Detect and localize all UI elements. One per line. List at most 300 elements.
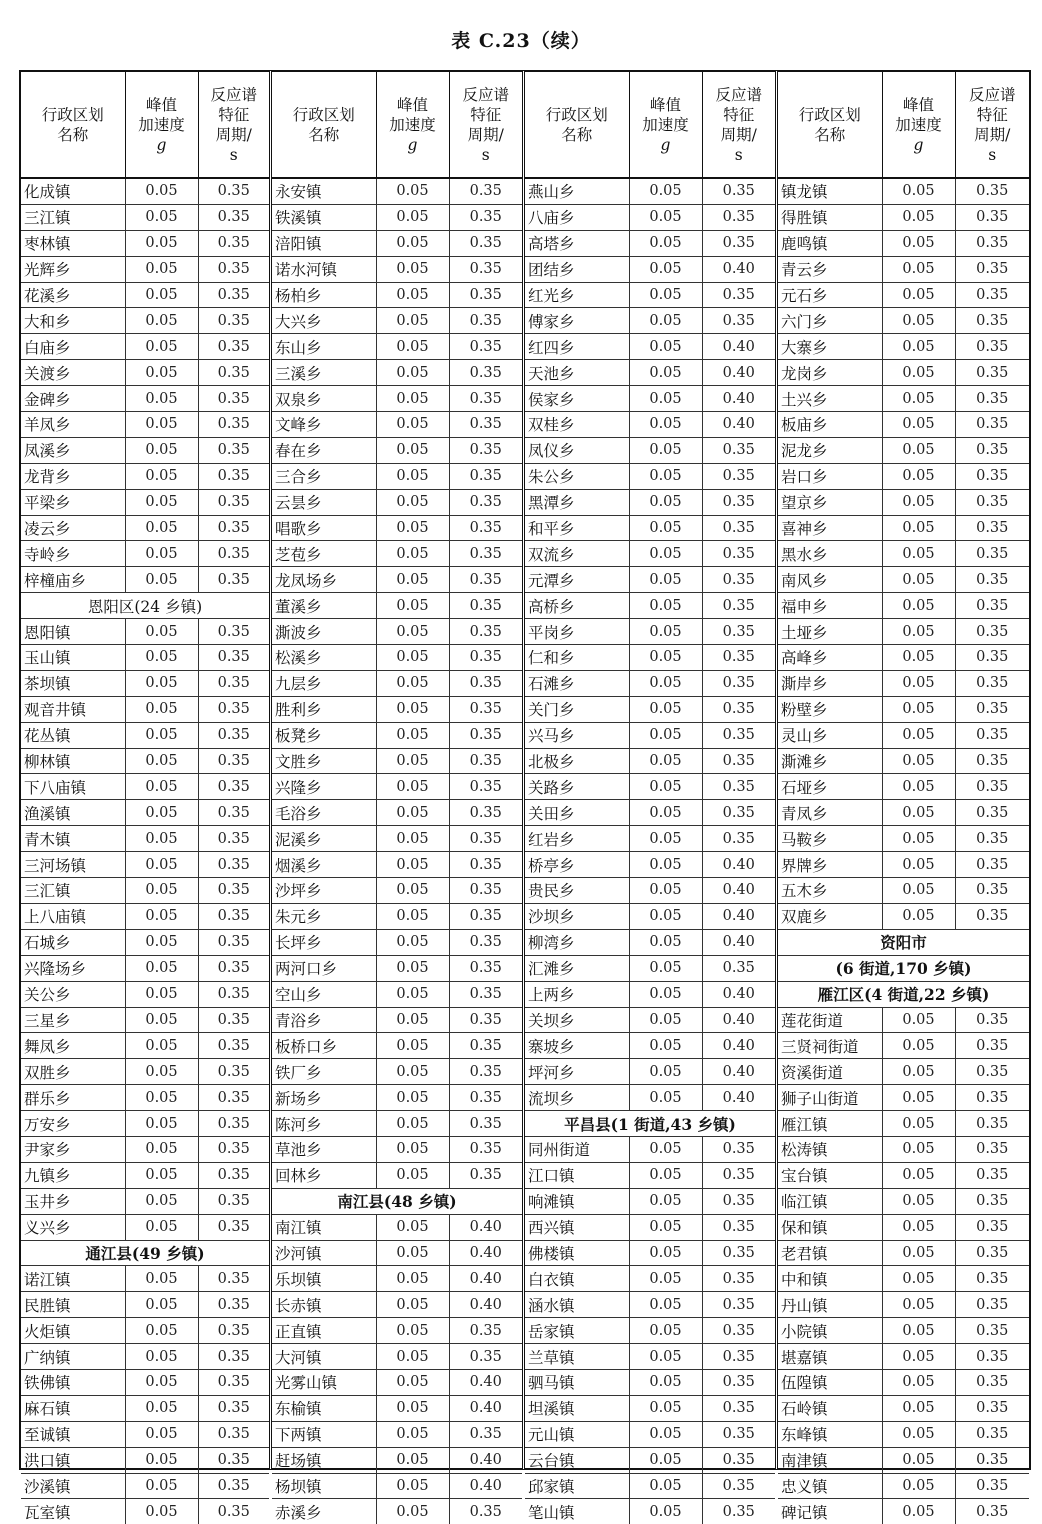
characteristic-period: 0.35 (198, 463, 269, 489)
peak-acceleration: 0.05 (376, 593, 449, 619)
peak-acceleration: 0.05 (629, 256, 702, 282)
characteristic-period: 0.35 (198, 256, 269, 282)
header-line: 行政区划 (798, 105, 861, 124)
region-name: 沙溪镇 (21, 1473, 125, 1499)
peak-acceleration: 0.05 (629, 412, 702, 438)
table-row (525, 1162, 775, 1188)
characteristic-period: 0.35 (955, 1421, 1029, 1447)
region-name: 文胜乡 (272, 748, 376, 774)
peak-acceleration: 0.05 (376, 1318, 449, 1344)
region-name: 土兴乡 (778, 386, 882, 412)
characteristic-period: 0.35 (198, 774, 269, 800)
characteristic-period: 0.35 (449, 1136, 522, 1162)
peak-acceleration: 0.05 (376, 282, 449, 308)
characteristic-period: 0.35 (955, 1162, 1029, 1188)
table-row (21, 334, 269, 360)
table-row (21, 645, 269, 671)
characteristic-period: 0.35 (955, 1085, 1029, 1111)
table-row (272, 826, 522, 852)
peak-acceleration: 0.05 (629, 929, 702, 955)
table-row (778, 1240, 1029, 1266)
table-row (778, 334, 1029, 360)
table-row (778, 1395, 1029, 1421)
section-heading: 平昌县(1 街道,43 乡镇) (525, 1111, 775, 1137)
table-row (21, 1318, 269, 1344)
characteristic-period: 0.35 (955, 645, 1029, 671)
characteristic-period: 0.35 (955, 256, 1029, 282)
header-period (198, 72, 269, 178)
region-name: 龙岗乡 (778, 360, 882, 386)
table-panel-1 (19, 70, 272, 1522)
peak-acceleration: 0.05 (629, 955, 702, 981)
table-row (778, 774, 1029, 800)
region-name: 笔山镇 (525, 1499, 629, 1524)
region-name: 流坝乡 (525, 1085, 629, 1111)
table-row (21, 567, 269, 593)
table-row (525, 463, 775, 489)
table-row (778, 386, 1029, 412)
peak-acceleration: 0.05 (376, 1344, 449, 1370)
table-row (525, 1395, 775, 1421)
characteristic-period: 0.35 (198, 800, 269, 826)
region-name: 朱元乡 (272, 903, 376, 929)
region-name: 柳湾乡 (525, 929, 629, 955)
region-name: 红光乡 (525, 282, 629, 308)
characteristic-period: 0.35 (449, 178, 522, 204)
table-row (272, 955, 522, 981)
peak-acceleration: 0.05 (125, 696, 198, 722)
section-heading: 通江县(49 乡镇) (21, 1240, 269, 1266)
characteristic-period: 0.40 (702, 386, 775, 412)
table-row (778, 748, 1029, 774)
header-row (778, 72, 1029, 178)
characteristic-period: 0.35 (955, 386, 1029, 412)
characteristic-period: 0.35 (702, 178, 775, 204)
region-name: 平梁乡 (21, 489, 125, 515)
region-name: 石滩乡 (525, 670, 629, 696)
characteristic-period: 0.35 (702, 437, 775, 463)
characteristic-period: 0.35 (449, 800, 522, 826)
peak-acceleration: 0.05 (882, 1059, 955, 1085)
characteristic-period: 0.40 (702, 878, 775, 904)
table-row (21, 1421, 269, 1447)
table-row (778, 878, 1029, 904)
table-row (272, 1499, 522, 1524)
peak-acceleration: 0.05 (629, 878, 702, 904)
table-row (21, 722, 269, 748)
peak-acceleration: 0.05 (376, 308, 449, 334)
peak-acceleration: 0.05 (882, 1447, 955, 1473)
table-row (778, 1085, 1029, 1111)
characteristic-period: 0.35 (198, 1111, 269, 1137)
peak-acceleration: 0.05 (629, 981, 702, 1007)
region-name: 新场乡 (272, 1085, 376, 1111)
region-name: 临江镇 (778, 1188, 882, 1214)
peak-acceleration: 0.05 (376, 541, 449, 567)
region-name: 玉井乡 (21, 1188, 125, 1214)
region-name: 板庙乡 (778, 412, 882, 438)
region-name: 万安乡 (21, 1111, 125, 1137)
table-row (272, 593, 522, 619)
table-row (21, 437, 269, 463)
characteristic-period: 0.35 (198, 282, 269, 308)
peak-acceleration: 0.05 (882, 515, 955, 541)
table-row (525, 1085, 775, 1111)
peak-acceleration: 0.05 (882, 1162, 955, 1188)
peak-acceleration: 0.05 (376, 619, 449, 645)
characteristic-period: 0.35 (449, 1111, 522, 1137)
characteristic-period: 0.35 (198, 955, 269, 981)
peak-acceleration: 0.05 (882, 1085, 955, 1111)
peak-acceleration: 0.05 (629, 1033, 702, 1059)
header-line: 加速度 (895, 115, 942, 134)
characteristic-period: 0.35 (198, 1473, 269, 1499)
section-heading: 雁江区(4 街道,22 乡镇) (778, 981, 1029, 1007)
peak-acceleration: 0.05 (125, 256, 198, 282)
characteristic-period: 0.35 (702, 955, 775, 981)
region-name: 东榆镇 (272, 1395, 376, 1421)
table-row (778, 1421, 1029, 1447)
region-name: 岩口乡 (778, 463, 882, 489)
region-name: 玉山镇 (21, 645, 125, 671)
characteristic-period: 0.35 (449, 360, 522, 386)
region-name: 八庙乡 (525, 204, 629, 230)
region-name: 泥龙乡 (778, 437, 882, 463)
peak-acceleration: 0.05 (629, 360, 702, 386)
characteristic-period: 0.40 (702, 981, 775, 1007)
peak-acceleration: 0.05 (125, 1059, 198, 1085)
table-row (272, 774, 522, 800)
characteristic-period: 0.35 (702, 282, 775, 308)
characteristic-period: 0.35 (449, 774, 522, 800)
table-row (778, 903, 1029, 929)
peak-acceleration: 0.05 (125, 748, 198, 774)
peak-acceleration: 0.05 (629, 1162, 702, 1188)
characteristic-period: 0.35 (198, 1447, 269, 1473)
characteristic-period: 0.40 (702, 1007, 775, 1033)
region-name: 雁江镇 (778, 1111, 882, 1137)
peak-acceleration: 0.05 (629, 1214, 702, 1240)
characteristic-period: 0.35 (702, 1318, 775, 1344)
table-row (21, 619, 269, 645)
table-row (272, 670, 522, 696)
peak-acceleration: 0.05 (125, 1188, 198, 1214)
header-line: s (988, 145, 997, 164)
section-row (21, 593, 269, 619)
table-row (778, 489, 1029, 515)
table-row (525, 334, 775, 360)
peak-acceleration: 0.05 (125, 437, 198, 463)
peak-acceleration: 0.05 (629, 541, 702, 567)
region-name: 空山乡 (272, 981, 376, 1007)
characteristic-period: 0.35 (198, 1395, 269, 1421)
region-name: 寨坡乡 (525, 1033, 629, 1059)
table-row (525, 204, 775, 230)
peak-acceleration: 0.05 (125, 670, 198, 696)
region-name: 三合乡 (272, 463, 376, 489)
table-row (272, 1344, 522, 1370)
characteristic-period: 0.35 (449, 748, 522, 774)
region-name: 长赤镇 (272, 1292, 376, 1318)
peak-acceleration: 0.05 (882, 619, 955, 645)
header-line: 行政区划 (292, 105, 355, 124)
header-pga (882, 72, 955, 178)
header-line: s (734, 145, 743, 164)
region-name: 九层乡 (272, 670, 376, 696)
peak-acceleration: 0.05 (125, 412, 198, 438)
table-row (21, 308, 269, 334)
table-row (778, 308, 1029, 334)
region-name: 天池乡 (525, 360, 629, 386)
region-name: 岳家镇 (525, 1318, 629, 1344)
table-row (778, 619, 1029, 645)
region-name: 兰草镇 (525, 1344, 629, 1370)
peak-acceleration: 0.05 (376, 567, 449, 593)
peak-acceleration: 0.05 (629, 282, 702, 308)
characteristic-period: 0.35 (955, 1369, 1029, 1395)
peak-acceleration: 0.05 (882, 334, 955, 360)
characteristic-period: 0.35 (955, 774, 1029, 800)
table-row (21, 1007, 269, 1033)
peak-acceleration: 0.05 (629, 334, 702, 360)
table-row (525, 1214, 775, 1240)
table-row (778, 1369, 1029, 1395)
characteristic-period: 0.35 (702, 463, 775, 489)
table-row (525, 386, 775, 412)
peak-acceleration: 0.05 (125, 981, 198, 1007)
table-row (272, 437, 522, 463)
characteristic-period: 0.35 (198, 437, 269, 463)
peak-acceleration: 0.05 (125, 230, 198, 256)
peak-acceleration: 0.05 (125, 1033, 198, 1059)
peak-acceleration: 0.05 (882, 852, 955, 878)
region-name: 兴马乡 (525, 722, 629, 748)
region-name: 观音井镇 (21, 696, 125, 722)
region-name: 坦溪镇 (525, 1395, 629, 1421)
table-row (272, 929, 522, 955)
characteristic-period: 0.35 (449, 386, 522, 412)
characteristic-period: 0.35 (955, 1033, 1029, 1059)
characteristic-period: 0.35 (449, 412, 522, 438)
characteristic-period: 0.35 (702, 1369, 775, 1395)
table-row (272, 282, 522, 308)
table-row (525, 981, 775, 1007)
table-row (525, 567, 775, 593)
table-row (272, 567, 522, 593)
table-row (525, 1136, 775, 1162)
region-name: 灵山乡 (778, 722, 882, 748)
header-line: 加速度 (642, 115, 689, 134)
region-name: 茶坝镇 (21, 670, 125, 696)
peak-acceleration: 0.05 (629, 1059, 702, 1085)
peak-acceleration: 0.05 (882, 722, 955, 748)
region-name: 两河口乡 (272, 955, 376, 981)
peak-acceleration: 0.05 (882, 1344, 955, 1370)
peak-acceleration: 0.05 (125, 929, 198, 955)
region-name: 驷马镇 (525, 1369, 629, 1395)
peak-acceleration: 0.05 (629, 1473, 702, 1499)
table-row (778, 1111, 1029, 1137)
table-row (21, 748, 269, 774)
region-name: 义兴乡 (21, 1214, 125, 1240)
region-name: 渔溪镇 (21, 800, 125, 826)
table-row (525, 774, 775, 800)
characteristic-period: 0.35 (702, 1214, 775, 1240)
peak-acceleration: 0.05 (882, 1007, 955, 1033)
table-row (21, 360, 269, 386)
characteristic-period: 0.35 (198, 204, 269, 230)
peak-acceleration: 0.05 (376, 800, 449, 826)
peak-acceleration: 0.05 (125, 645, 198, 671)
peak-acceleration: 0.05 (629, 1292, 702, 1318)
region-name: 下两镇 (272, 1421, 376, 1447)
table-row (272, 1266, 522, 1292)
region-name: 白庙乡 (21, 334, 125, 360)
table-row (778, 360, 1029, 386)
region-name: 回林乡 (272, 1162, 376, 1188)
region-name: 舞凤乡 (21, 1033, 125, 1059)
characteristic-period: 0.35 (955, 1240, 1029, 1266)
table-row (21, 1214, 269, 1240)
characteristic-period: 0.35 (702, 204, 775, 230)
peak-acceleration: 0.05 (882, 1188, 955, 1214)
table-row (272, 1111, 522, 1137)
peak-acceleration: 0.05 (629, 593, 702, 619)
characteristic-period: 0.35 (449, 645, 522, 671)
region-name: 双桂乡 (525, 412, 629, 438)
peak-acceleration: 0.05 (376, 1395, 449, 1421)
characteristic-period: 0.35 (955, 826, 1029, 852)
table-row (525, 1292, 775, 1318)
region-name: 铁溪镇 (272, 204, 376, 230)
table-row (525, 826, 775, 852)
peak-acceleration: 0.05 (882, 360, 955, 386)
table-row (778, 256, 1029, 282)
region-name: 黑潭乡 (525, 489, 629, 515)
peak-acceleration: 0.05 (629, 230, 702, 256)
header-line: 反应谱 (462, 85, 509, 104)
table-row (525, 1033, 775, 1059)
region-name: 泥溪乡 (272, 826, 376, 852)
table-row (525, 1188, 775, 1214)
region-name: 资溪街道 (778, 1059, 882, 1085)
peak-acceleration: 0.05 (882, 282, 955, 308)
characteristic-period: 0.35 (449, 1421, 522, 1447)
region-name: 三江镇 (21, 204, 125, 230)
region-name: 得胜镇 (778, 204, 882, 230)
region-name: 元石乡 (778, 282, 882, 308)
table-row (272, 1473, 522, 1499)
region-name: 南津镇 (778, 1447, 882, 1473)
peak-acceleration: 0.05 (882, 178, 955, 204)
peak-acceleration: 0.05 (125, 722, 198, 748)
region-name: 羊凤乡 (21, 412, 125, 438)
table-row (21, 230, 269, 256)
characteristic-period: 0.35 (198, 1188, 269, 1214)
peak-acceleration: 0.05 (125, 1473, 198, 1499)
table-row (525, 800, 775, 826)
peak-acceleration: 0.05 (629, 1395, 702, 1421)
characteristic-period: 0.35 (955, 178, 1029, 204)
region-name: 麻石镇 (21, 1395, 125, 1421)
characteristic-period: 0.35 (449, 722, 522, 748)
region-name: 白衣镇 (525, 1266, 629, 1292)
table-row (778, 1447, 1029, 1473)
header-line: s (481, 145, 490, 164)
characteristic-period: 0.35 (449, 515, 522, 541)
region-name: 马鞍乡 (778, 826, 882, 852)
table-row (525, 1318, 775, 1344)
peak-acceleration: 0.05 (629, 1136, 702, 1162)
characteristic-period: 0.35 (198, 1162, 269, 1188)
header-name (778, 72, 882, 178)
characteristic-period: 0.35 (198, 178, 269, 204)
peak-acceleration: 0.05 (629, 1266, 702, 1292)
characteristic-period: 0.35 (955, 282, 1029, 308)
characteristic-period: 0.35 (449, 619, 522, 645)
peak-acceleration: 0.05 (125, 1007, 198, 1033)
region-name: 赶场镇 (272, 1447, 376, 1473)
header-line: 周期/ (720, 125, 757, 144)
peak-acceleration: 0.05 (376, 645, 449, 671)
table-row (778, 852, 1029, 878)
table-row (525, 1473, 775, 1499)
region-name: 五木乡 (778, 878, 882, 904)
characteristic-period: 0.35 (198, 878, 269, 904)
region-name: 大寨乡 (778, 334, 882, 360)
header-line: 反应谱 (968, 85, 1016, 104)
peak-acceleration: 0.05 (125, 1292, 198, 1318)
peak-acceleration: 0.05 (376, 981, 449, 1007)
region-name: 汇滩乡 (525, 955, 629, 981)
table-row (21, 515, 269, 541)
region-name: 唱歌乡 (272, 515, 376, 541)
region-name: 赤溪乡 (272, 1499, 376, 1524)
characteristic-period: 0.35 (955, 1007, 1029, 1033)
region-name: 龙背乡 (21, 463, 125, 489)
characteristic-period: 0.35 (702, 489, 775, 515)
region-name: 乐坝镇 (272, 1266, 376, 1292)
peak-acceleration: 0.05 (125, 489, 198, 515)
header-line: 反应谱 (210, 85, 257, 104)
region-name: 望京乡 (778, 489, 882, 515)
header-line: 名称 (561, 125, 593, 144)
peak-acceleration: 0.05 (376, 386, 449, 412)
characteristic-period: 0.35 (702, 722, 775, 748)
header-line: 峰值 (902, 95, 934, 114)
region-name: 正直镇 (272, 1318, 376, 1344)
region-name: 芝苞乡 (272, 541, 376, 567)
table-row (272, 722, 522, 748)
table-row (778, 412, 1029, 438)
characteristic-period: 0.35 (198, 1266, 269, 1292)
table-row (525, 437, 775, 463)
header-line: 加速度 (389, 115, 436, 134)
characteristic-period: 0.40 (449, 1473, 522, 1499)
peak-acceleration: 0.05 (125, 774, 198, 800)
characteristic-period: 0.35 (955, 1136, 1029, 1162)
region-name: 化成镇 (21, 178, 125, 204)
characteristic-period: 0.35 (702, 800, 775, 826)
table-row (525, 645, 775, 671)
peak-acceleration: 0.05 (629, 308, 702, 334)
section-row (778, 981, 1029, 1007)
region-name: 龙凤场乡 (272, 567, 376, 593)
table-row (778, 722, 1029, 748)
characteristic-period: 0.35 (722, 1503, 755, 1520)
peak-acceleration: 0.05 (376, 1447, 449, 1473)
characteristic-period: 0.35 (449, 1007, 522, 1033)
